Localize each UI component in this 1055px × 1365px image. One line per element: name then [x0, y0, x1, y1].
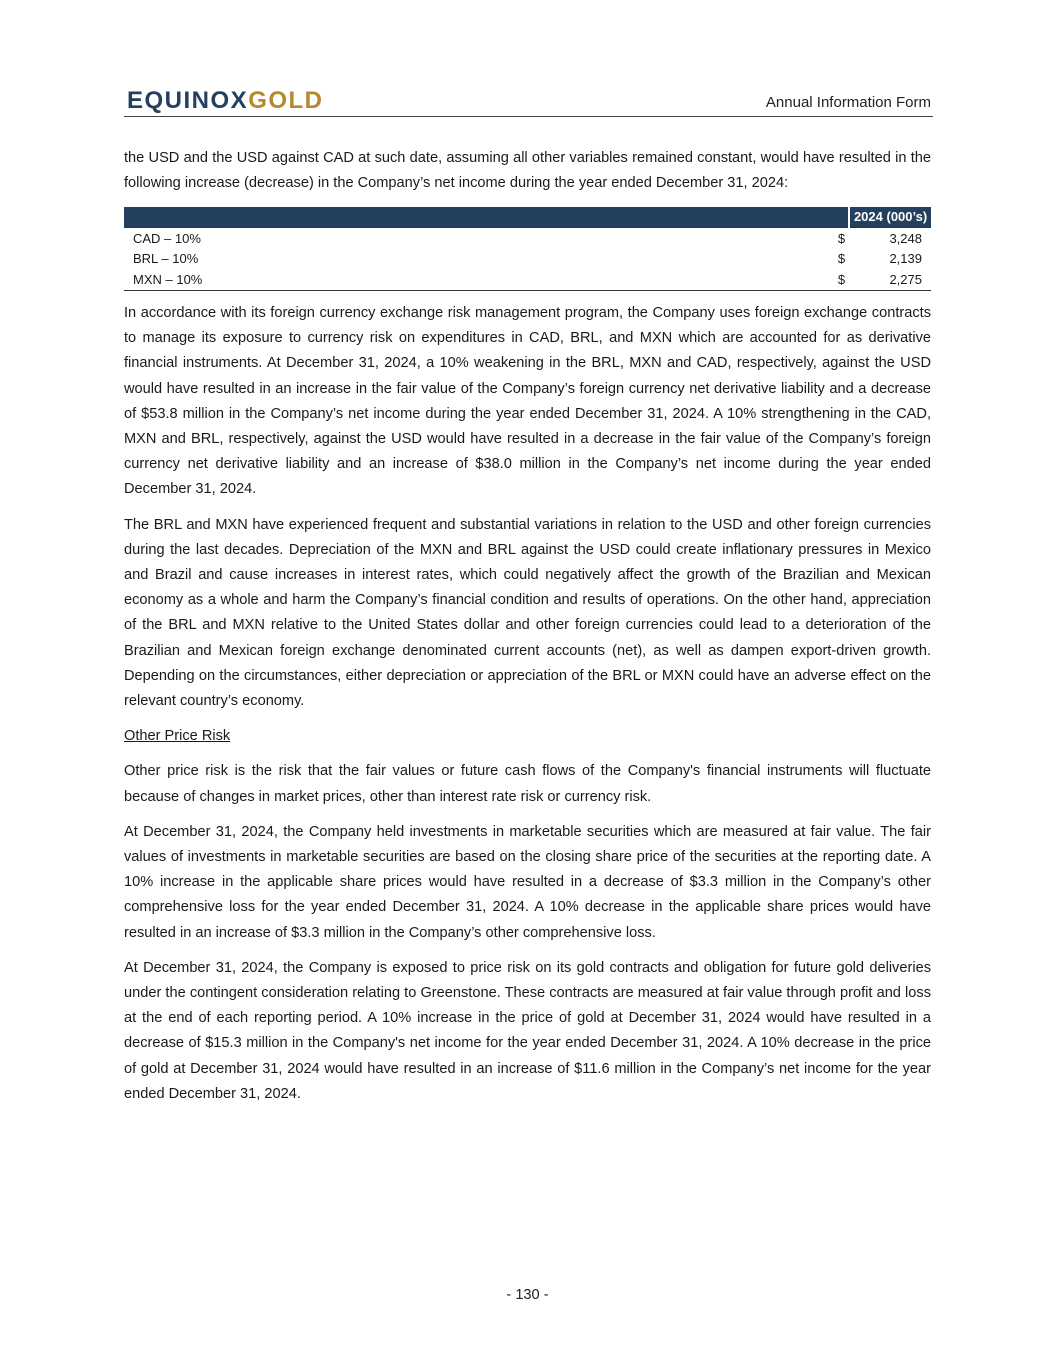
row-label: MXN – 10%: [124, 269, 838, 290]
intro-paragraph: the USD and the USD against CAD at such date, assuming all other variables remained constant, would have resulted in the following increase (decrease) in the Company’s net income during the year ended December 31, 2024:: [124, 150, 931, 192]
row-currency: $: [838, 269, 849, 290]
table-header-blank: [124, 207, 849, 228]
row-label: CAD – 10%: [133, 230, 201, 246]
row-value: 2,139: [889, 251, 922, 267]
gold-contracts-paragraph: At December 31, 2024, the Company is exposed to price risk on its gold contracts and obligation for future gold deliveries under the contingent consideration relating to Greenstone. These contracts are measured at fair value through profit and loss at the end of each reporting period. A 10% increase in the price of gold at December 31, 2024 would have resulted in a decrease of $15.3 million in the Company's net income for the year ended December 31, 2024. A 10% decrease in the price of gold at December 31, 2024 would have resulted in an increase of $11.6 million in the Company’s net income for the year ended December 31, 2024.: [124, 959, 931, 1102]
price-risk-definition-paragraph: Other price risk is the risk that the fair values or future cash flows of the Company's financial instruments will fluctuate because of changes in market prices, other than interest rate risk or currency risk.: [124, 763, 931, 805]
logo-gold-text: GOLD: [248, 87, 324, 114]
fx-contracts-paragraph: In accordance with its foreign currency exchange risk management program, the Company uses foreign exchange contracts to manage its exposure to currency risk on expenditures in CAD, BRL, and MXN which are accounted for as derivative financial instruments. At December 31, 2024, a 10% weakening in the BRL, MXN and CAD, respectively, against the USD would have resulted in an increase in the fair value of the Company’s foreign currency net derivative liability and a decrease of $53.8 million in the Company’s net income during the year ended December 31, 2024. A 10% strengthening in the CAD, MXN and BRL, respectively, against the USD would have resulted in a decrease in the fair value of the Company’s foreign currency net derivative liability and an increase of $38.0 million in the Company’s net income during the year ended December 31, 2024.: [124, 304, 931, 498]
page-number: - 130 -: [506, 1287, 549, 1303]
row-currency: $: [837, 230, 846, 246]
table-row: [124, 228, 931, 249]
brl-mxn-paragraph: The BRL and MXN have experienced frequent and substantial variations in relation to the USD and other foreign currencies during the last decades. Depreciation of the MXN and BRL against the USD could create inflationary pressures in Mexico and Brazil and cause increases in interest rates, which could negatively affect the growth of the Brazilian and Mexican economy as a whole and harm the Company’s financial condition and results of operations. On the other hand, appreciation of the BRL and MXN relative to the United States dollar and other foreign currencies could lead to a deterioration of the Brazilian and Mexican foreign exchange denominated current accounts (net), as well as dampen export-driven growth. Depending on the circumstances, either depreciation or appreciation of the BRL or MXN could have an adverse effect on the relevant country’s economy.: [124, 516, 931, 709]
marketable-securities-paragraph: At December 31, 2024, the Company held investments in marketable securities which are measured at fair value. The fair values of investments in marketable securities are based on the closing share price of the securities at the reporting date. A 10% increase in the applicable share prices would have resulted in a decrease of $3.3 million in the Company’s other comprehensive loss for the year ended December 31, 2024. A 10% decrease in the applicable share prices would have resulted in an increase of $3.3 million in the Company’s other comprehensive loss.: [124, 823, 931, 941]
table-header-year: 2024 (000’s): [849, 207, 931, 228]
section-subheading: Other Price Risk: [124, 728, 231, 745]
row-value: 3,248: [889, 230, 922, 246]
equinox-gold-logo: [127, 88, 324, 114]
row-label: BRL – 10%: [133, 251, 199, 267]
table-row: [124, 249, 931, 270]
table-row: [124, 269, 931, 290]
document-title: Annual Information Form: [765, 94, 931, 111]
document-body: [124, 146, 931, 1117]
page-header: [124, 86, 933, 117]
currency-sensitivity-table: [124, 207, 931, 291]
row-value: 2,275: [849, 269, 931, 290]
logo-equinox-text: EQUINOX: [127, 87, 249, 114]
table-header-row: [124, 207, 931, 228]
row-currency: $: [837, 251, 846, 267]
